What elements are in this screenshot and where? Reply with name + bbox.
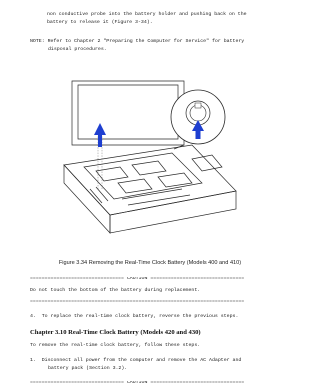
note-line-1: NOTE: Refer to Chapter 2 "Preparing the Computer for Service" for battery bbox=[30, 39, 245, 44]
step-1-line-1: 1. Disconnect all power from the computer and remove the AC Adapter and bbox=[30, 358, 242, 363]
battery-removal-figure bbox=[62, 73, 238, 251]
section-heading: Chapter 3.10 Real-Time Clock Battery (Models 420 and 430) bbox=[30, 329, 201, 336]
step-4: 4. To replace the real-time clock battery, reverse the previous steps. bbox=[30, 314, 239, 319]
step-1-line-2: battery pack (Section 3.2). bbox=[48, 366, 128, 371]
note-line-2: disposal procedures. bbox=[48, 47, 107, 52]
caution-divider-2: ================================ CAUTION ================================ bbox=[30, 381, 245, 385]
lcd-panel bbox=[72, 81, 184, 145]
arrow-icon bbox=[94, 123, 106, 147]
rule-divider: ========================================================================= bbox=[30, 300, 245, 304]
section-intro: To remove the real-time clock battery, follow these steps. bbox=[30, 343, 201, 348]
caution-text: Do not touch the bottom of the battery during replacement. bbox=[30, 288, 201, 293]
caution-divider: ================================ CAUTION ================================ bbox=[30, 277, 245, 281]
intro-line-2: battery to release it (Figure 3-34). bbox=[47, 20, 153, 25]
figure-caption: Figure 3.34 Removing the Real-Time Clock Battery (Models 400 and 410) bbox=[58, 260, 242, 266]
intro-line-1: non conductive probe into the battery holder and pushing back on the bbox=[47, 12, 247, 17]
laptop-illustration bbox=[62, 73, 238, 251]
